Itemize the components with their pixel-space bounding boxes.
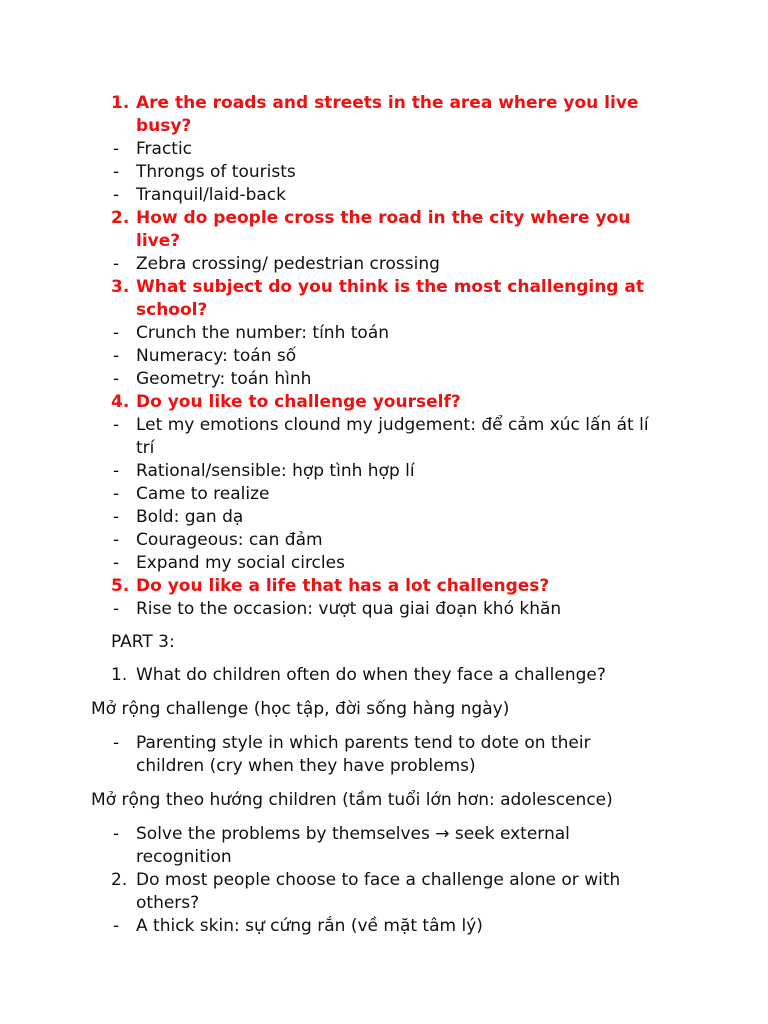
bullet-text: Parenting style in which parents tend to dote on their xyxy=(136,733,591,753)
bullet-dash: - xyxy=(113,162,120,182)
bullet-text: Bold: gan dạ xyxy=(136,507,244,527)
bullet-text: Came to realize xyxy=(136,484,270,504)
question-number: 4. xyxy=(111,392,130,412)
question-2 xyxy=(0,207,768,230)
bullet-item xyxy=(0,823,768,846)
bullet-item xyxy=(0,368,768,391)
question-text: What subject do you think is the most challenging at xyxy=(136,277,644,297)
question-3 xyxy=(0,276,768,299)
bullet-item xyxy=(0,552,768,575)
question-2-continued xyxy=(0,230,768,253)
question-1-continued xyxy=(0,115,768,138)
bullet-text: Let my emotions clound my judgement: để cảm xúc lấn át lí xyxy=(136,415,649,435)
bullet-dash: - xyxy=(113,824,120,844)
bullet-item xyxy=(0,253,768,276)
bullet-text: Throngs of tourists xyxy=(136,162,296,182)
bullet-dash: - xyxy=(113,553,120,573)
expand-note-2: Mở rộng theo hướng children (tầm tuổi lớn hơn: adolescence) xyxy=(91,790,613,810)
bullet-dash: - xyxy=(113,916,120,936)
part3-item-1 xyxy=(0,664,768,687)
part3-item-2 xyxy=(0,869,768,892)
bullet-item xyxy=(0,506,768,529)
item-text: Do most people choose to face a challenge alone or with xyxy=(136,870,621,890)
bullet-text: A thick skin: sự cứng rắn (về mặt tâm lý) xyxy=(136,916,483,936)
bullet-text: Expand my social circles xyxy=(136,553,345,573)
bullet-text: Numeracy: toán số xyxy=(136,346,297,366)
bullet-text: Fractic xyxy=(136,139,193,159)
bullet-dash: - xyxy=(113,530,120,550)
bullet-dash: - xyxy=(113,323,120,343)
question-number: 1. xyxy=(111,93,130,113)
question-1 xyxy=(0,92,768,115)
bullet-dash: - xyxy=(113,139,120,159)
question-3-continued xyxy=(0,299,768,322)
bullet-item xyxy=(0,732,768,755)
document-page xyxy=(0,92,768,938)
bullet-text: trí xyxy=(136,438,155,458)
bullet-text: Geometry: toán hình xyxy=(136,369,312,389)
part3-heading: PART 3: xyxy=(111,632,175,652)
bullet-dash: - xyxy=(113,254,120,274)
bullet-item xyxy=(0,345,768,368)
question-number: 3. xyxy=(111,277,130,297)
bullet-text: Rise to the occasion: vượt qua giai đoạn khó khăn xyxy=(136,599,562,619)
question-text: live? xyxy=(136,231,181,251)
bullet-item xyxy=(0,529,768,552)
bullet-item xyxy=(0,915,768,938)
bullet-text: Zebra crossing/ pedestrian crossing xyxy=(136,254,440,274)
question-number: 2. xyxy=(111,208,130,228)
bullet-text: Crunch the number: tính toán xyxy=(136,323,390,343)
bullet-text: Solve the problems by themselves → seek external xyxy=(136,824,570,844)
question-text: school? xyxy=(136,300,208,320)
bullet-item xyxy=(0,460,768,483)
question-5 xyxy=(0,575,768,598)
bullet-text: Rational/sensible: hợp tình hợp lí xyxy=(136,461,415,481)
bullet-item xyxy=(0,598,768,621)
question-text: busy? xyxy=(136,116,192,136)
item-number: 1. xyxy=(111,665,128,685)
bullet-dash: - xyxy=(113,733,120,753)
item-text: What do children often do when they face a challenge? xyxy=(136,665,606,685)
bullet-item xyxy=(0,161,768,184)
bullet-dash: - xyxy=(113,484,120,504)
bullet-item-continued xyxy=(0,437,768,460)
bullet-text: children (cry when they have problems) xyxy=(136,756,476,776)
bullet-text: Courageous: can đảm xyxy=(136,530,323,550)
question-text: Are the roads and streets in the area where you live xyxy=(136,93,639,113)
bullet-text: Tranquil/laid-back xyxy=(136,185,286,205)
bullet-item xyxy=(0,322,768,345)
bullet-item-continued xyxy=(0,846,768,869)
item-text: others? xyxy=(136,893,200,913)
bullet-dash: - xyxy=(113,599,120,619)
question-text: Do you like to challenge yourself? xyxy=(136,392,461,412)
part3-item-2-continued xyxy=(0,892,768,915)
item-number: 2. xyxy=(111,870,128,890)
bullet-dash: - xyxy=(113,507,120,527)
expand-note-1: Mở rộng challenge (học tập, đời sống hàng ngày) xyxy=(91,699,510,719)
bullet-item xyxy=(0,414,768,437)
bullet-dash: - xyxy=(113,369,120,389)
bullet-item-continued xyxy=(0,755,768,778)
question-4 xyxy=(0,391,768,414)
question-text: How do people cross the road in the city where you xyxy=(136,208,631,228)
bullet-dash: - xyxy=(113,346,120,366)
bullet-dash: - xyxy=(113,415,120,435)
question-number: 5. xyxy=(111,576,130,596)
bullet-text: recognition xyxy=(136,847,232,867)
question-text: Do you like a life that has a lot challenges? xyxy=(136,576,550,596)
bullet-dash: - xyxy=(113,461,120,481)
bullet-item xyxy=(0,138,768,161)
bullet-item xyxy=(0,483,768,506)
bullet-dash: - xyxy=(113,185,120,205)
bullet-item xyxy=(0,184,768,207)
